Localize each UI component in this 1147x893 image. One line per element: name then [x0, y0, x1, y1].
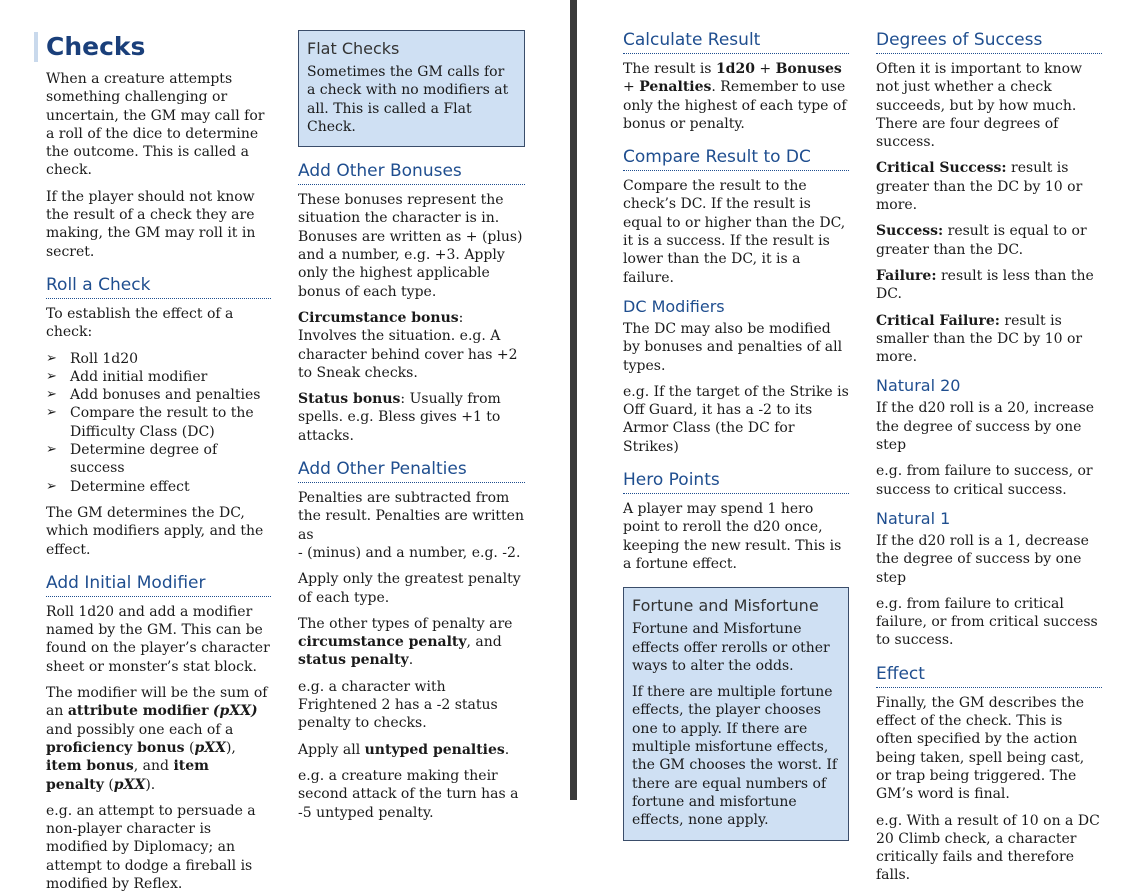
status-bonus-paragraph: Status bonus: Usually from spells. e.g. Bless gives +1 to attacks. [298, 391, 501, 444]
modifier-example: e.g. an attempt to persuade a non-player character is modified by Diplomacy; an attempt to dodge a fireball is modified by Reflex. [46, 802, 256, 892]
right-column-1 [623, 30, 849, 849]
list-item: ➢ Roll 1d20 [46, 350, 139, 367]
degrees-of-success-heading: Degrees of Success [876, 30, 1102, 54]
flat-checks-title: Flat Checks [307, 39, 400, 58]
critical-failure-paragraph: Critical Failure: result is smaller than the DC by 10 or more. [876, 312, 1083, 366]
hero-points-text: A player may spend 1 hero point to reroll the d20 once, keeping the new result. This is a fortune effect. [623, 501, 842, 572]
fortune-misfortune-title: Fortune and Misfortune [632, 596, 819, 616]
natural-1-text: If the d20 roll is a 1, decrease the degree of success by one step [876, 532, 1089, 586]
list-item: ➢ Compare the result to the Difficulty Class (DC) [46, 405, 254, 440]
dc-modifiers-example: e.g. If the target of the Strike is Off Guard, it has a -2 to its Armor Class (the DC for Strikes) [623, 383, 849, 455]
right-column-2 [876, 30, 1102, 885]
page-title: Checks [34, 32, 271, 62]
intro-paragraph: When a creature attempts something challenging or uncertain, the GM may call for a roll of the dice to determine the outcome. This is called a check. [46, 71, 265, 179]
failure-paragraph: Failure: result is less than the DC. [876, 267, 1094, 303]
other-bonuses-text: These bonuses represent the situation the character is in. Bonuses are written as + (plus) and a number, e.g. +3. Apply only the highest applicable bonus of each type. [298, 192, 523, 300]
other-penalties-heading: Add Other Penalties [298, 459, 525, 483]
steps-list [46, 350, 271, 496]
compare-result-heading: Compare Result to DC [623, 147, 849, 171]
secret-paragraph: If the player should not know the result of a check they are making, the GM may roll it in secret. [46, 188, 256, 260]
hero-points-heading: Hero Points [623, 470, 849, 494]
fortune-text-1: Fortune and Misfortune effects offer rerolls or other ways to alter the odds. [632, 621, 830, 674]
roll-check-heading: Roll a Check [46, 275, 271, 299]
calculate-result-text: The result is 1d20 + Bonuses + Penalties. Remember to use only the highest of each type of bonus or penalty. [623, 61, 847, 132]
left-column-1 [46, 30, 271, 893]
natural-20-heading: Natural 20 [876, 376, 961, 396]
fortune-text-2: If there are multiple fortune effects, the player chooses one to apply. If there are multiple misfortune effects, the GM chooses the worst. If there are equal numbers of fortune and misfortune effects, none apply. [632, 684, 838, 829]
arrow-bullet-icon: ➢ [46, 368, 57, 384]
natural-1-example: e.g. from failure to critical failure, or from critical success to success. [876, 595, 1098, 649]
second-attack-example: e.g. a creature making their second attack of the turn has a -5 untyped penalty. [298, 767, 519, 821]
dc-modifiers-heading: DC Modifiers [623, 296, 725, 316]
flat-checks-box [298, 30, 525, 147]
effect-text: Finally, the GM describes the effect of the check. This is often specified by the action being taken, spell being cast, or trap being triggered. The GM’s word is final. [876, 694, 1085, 803]
initial-modifier-heading: Add Initial Modifier [46, 573, 271, 597]
flat-checks-text: Sometimes the GM calls for a check with no modifiers at all. This is called a Flat Check. [307, 64, 509, 135]
left-page [0, 0, 570, 892]
critical-success-paragraph: Critical Success: result is greater than the DC by 10 or more. [876, 160, 1083, 214]
modifier-sum-paragraph: The modifier will be the sum of an attribute modifier (pXX) and possibly one each of a proficiency bonus (pXX), item bonus, and item penalty (pXX). [46, 685, 268, 793]
calculate-result-heading: Calculate Result [623, 30, 849, 54]
natural-1-heading: Natural 1 [876, 508, 951, 528]
untyped-penalties-paragraph: Apply all untyped penalties. [298, 741, 510, 758]
arrow-bullet-icon: ➢ [46, 387, 57, 403]
penalty-types-paragraph: The other types of penalty are circumstance penalty, and status penalty. [298, 615, 513, 669]
initial-modifier-text: Roll 1d20 and add a modifier named by the GM. This can be found on the player’s character sheet or monster’s stat block. [46, 603, 270, 675]
effect-heading: Effect [876, 664, 1102, 688]
right-page [577, 0, 1147, 884]
circumstance-bonus-paragraph: Circumstance bonus: Involves the situation. e.g. A character behind cover has +2 to Sneak checks. [298, 309, 518, 381]
left-column-2 [298, 30, 525, 822]
arrow-bullet-icon: ➢ [46, 442, 57, 458]
compare-result-text: Compare the result to the check’s DC. If the result is equal to or higher than the DC, it is a success. If the result is lower than the DC, it is a failure. [623, 178, 846, 286]
gm-determines-paragraph: The GM determines the DC, which modifiers apply, and the effect. [46, 504, 264, 558]
fortune-misfortune-box [623, 587, 849, 840]
effect-example: e.g. With a result of 10 on a DC 20 Climb check, a character critically fails and therefore falls. [876, 812, 1100, 884]
arrow-bullet-icon: ➢ [46, 478, 57, 494]
roll-check-text: To establish the effect of a check: [46, 305, 234, 341]
natural-20-example: e.g. from failure to success, or success to critical success. [876, 463, 1093, 498]
arrow-bullet-icon: ➢ [46, 350, 57, 366]
frightened-example: e.g. a character with Frightened 2 has a -2 status penalty to checks. [298, 678, 498, 732]
list-item: ➢ Determine effect [46, 478, 190, 495]
dc-modifiers-text: The DC may also be modified by bonuses and penalties of all types. [623, 320, 843, 374]
other-penalties-text: Penalties are subtracted from the result. Penalties are written as - (minus) and a number, e.g. -2. [298, 490, 524, 561]
list-item: ➢ Add initial modifier [46, 368, 208, 385]
list-item: ➢ Add bonuses and penalties [46, 387, 261, 404]
natural-20-text: If the d20 roll is a 20, increase the degree of success by one step [876, 400, 1095, 454]
degrees-of-success-text: Often it is important to know not just whether a check succeeds, but by how much. There are four degrees of success. [876, 61, 1083, 151]
other-bonuses-heading: Add Other Bonuses [298, 161, 525, 185]
greatest-penalty-paragraph: Apply only the greatest penalty of each type. [298, 571, 521, 606]
arrow-bullet-icon: ➢ [46, 405, 57, 421]
book-spine [570, 0, 577, 800]
list-item: ➢ Determine degree of success [46, 442, 218, 477]
success-paragraph: Success: result is equal to or greater than the DC. [876, 223, 1087, 258]
